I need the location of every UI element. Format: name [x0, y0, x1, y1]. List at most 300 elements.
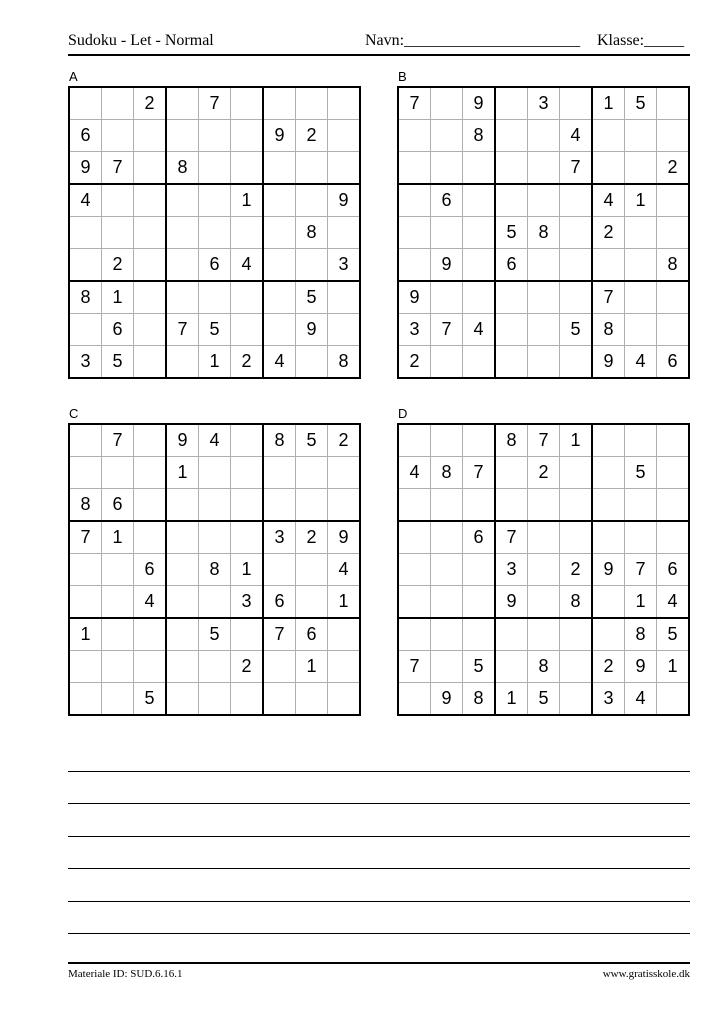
sudoku-cell: 9: [328, 521, 361, 554]
grid-row: [69, 314, 360, 346]
sudoku-cell: [431, 217, 463, 249]
sudoku-cell: [431, 489, 463, 522]
sudoku-cell: [263, 457, 296, 489]
sudoku-cell: [398, 683, 431, 716]
sudoku-cell: [134, 457, 167, 489]
sudoku-cell: [560, 457, 593, 489]
sudoku-cell: [463, 184, 496, 217]
sudoku-grid-a: [68, 86, 361, 379]
grid-row: [69, 521, 360, 554]
sudoku-cell: [463, 281, 496, 314]
sudoku-cell: 5: [463, 651, 496, 683]
sudoku-cell: [328, 217, 361, 249]
grid-row: [69, 457, 360, 489]
sudoku-cell: 7: [398, 87, 431, 120]
sudoku-cell: 9: [431, 683, 463, 716]
sudoku-cell: 2: [296, 521, 328, 554]
sudoku-cell: [431, 346, 463, 379]
grid-row: [398, 651, 689, 683]
sudoku-cell: 7: [199, 87, 231, 120]
sudoku-cell: [463, 618, 496, 651]
sudoku-cell: [657, 521, 690, 554]
sudoku-cell: [166, 651, 199, 683]
sudoku-cell: [431, 424, 463, 457]
grid-row: [398, 346, 689, 379]
puzzle-b-label: B: [398, 69, 407, 84]
sudoku-cell: [69, 586, 102, 619]
sudoku-cell: [657, 314, 690, 346]
sudoku-cell: 3: [592, 683, 625, 716]
sudoku-cell: 9: [463, 87, 496, 120]
sudoku-cell: 1: [199, 346, 231, 379]
sudoku-cell: 6: [463, 521, 496, 554]
grid-row: [398, 618, 689, 651]
sudoku-cell: [166, 120, 199, 152]
sudoku-grid-d: [397, 423, 690, 716]
sudoku-cell: [463, 346, 496, 379]
sudoku-cell: [560, 87, 593, 120]
sudoku-cell: 2: [231, 651, 264, 683]
sudoku-cell: 4: [592, 184, 625, 217]
sudoku-cell: [102, 120, 134, 152]
sudoku-cell: [328, 618, 361, 651]
sudoku-cell: [296, 184, 328, 217]
sudoku-cell: 1: [231, 184, 264, 217]
sudoku-cell: [166, 217, 199, 249]
sudoku-cell: 4: [134, 586, 167, 619]
grid-row: [398, 521, 689, 554]
sudoku-cell: 5: [528, 683, 560, 716]
sudoku-cell: [199, 521, 231, 554]
sudoku-cell: [134, 651, 167, 683]
sudoku-cell: 2: [328, 424, 361, 457]
sudoku-cell: [495, 87, 528, 120]
sudoku-cell: [166, 586, 199, 619]
grid-row: [69, 281, 360, 314]
sudoku-cell: 6: [134, 554, 167, 586]
grid-row: [398, 457, 689, 489]
sudoku-cell: [102, 586, 134, 619]
sudoku-cell: 4: [328, 554, 361, 586]
sudoku-cell: 8: [463, 683, 496, 716]
sudoku-cell: [296, 683, 328, 716]
sudoku-cell: [398, 489, 431, 522]
puzzle-a-label: A: [69, 69, 78, 84]
sudoku-cell: [592, 424, 625, 457]
sudoku-cell: 7: [592, 281, 625, 314]
sudoku-cell: [657, 184, 690, 217]
grid-row: [69, 217, 360, 249]
puzzle-d-label: D: [398, 406, 408, 421]
sudoku-cell: [398, 554, 431, 586]
sudoku-cell: 1: [102, 281, 134, 314]
sudoku-cell: [431, 554, 463, 586]
sudoku-cell: 5: [199, 314, 231, 346]
sudoku-cell: [328, 683, 361, 716]
sudoku-cell: 3: [398, 314, 431, 346]
sudoku-cell: 3: [231, 586, 264, 619]
grid-row: [69, 87, 360, 120]
sudoku-cell: 8: [592, 314, 625, 346]
sudoku-cell: 4: [69, 184, 102, 217]
sudoku-cell: [625, 281, 657, 314]
sudoku-cell: [328, 457, 361, 489]
sudoku-cell: 1: [296, 651, 328, 683]
sudoku-cell: [166, 249, 199, 282]
writing-line: [68, 901, 690, 902]
sudoku-cell: [263, 217, 296, 249]
sudoku-cell: [463, 554, 496, 586]
writing-line: [68, 868, 690, 869]
sudoku-cell: 2: [528, 457, 560, 489]
sudoku-cell: [463, 489, 496, 522]
footer-rule: [68, 962, 690, 964]
sudoku-cell: 8: [560, 586, 593, 619]
sudoku-cell: 9: [263, 120, 296, 152]
sudoku-cell: [166, 521, 199, 554]
sudoku-cell: [528, 521, 560, 554]
sudoku-cell: [263, 489, 296, 522]
sudoku-cell: [134, 217, 167, 249]
sudoku-cell: 1: [328, 586, 361, 619]
sudoku-cell: 7: [625, 554, 657, 586]
sudoku-cell: [231, 152, 264, 185]
sudoku-cell: [231, 120, 264, 152]
sudoku-cell: 8: [69, 489, 102, 522]
sudoku-cell: [398, 152, 431, 185]
sudoku-cell: [69, 683, 102, 716]
sudoku-cell: [431, 586, 463, 619]
sudoku-cell: [328, 120, 361, 152]
sudoku-cell: 6: [199, 249, 231, 282]
sudoku-cell: 5: [625, 457, 657, 489]
sudoku-cell: 8: [431, 457, 463, 489]
sudoku-cell: [398, 424, 431, 457]
sudoku-cell: [199, 120, 231, 152]
sudoku-cell: 8: [328, 346, 361, 379]
sudoku-cell: [231, 424, 264, 457]
sudoku-cell: 6: [69, 120, 102, 152]
sudoku-cell: [398, 184, 431, 217]
sudoku-cell: [495, 457, 528, 489]
sudoku-cell: 4: [231, 249, 264, 282]
sudoku-cell: [657, 424, 690, 457]
sudoku-cell: [398, 120, 431, 152]
sudoku-cell: 2: [560, 554, 593, 586]
sudoku-cell: 7: [166, 314, 199, 346]
sudoku-cell: [528, 489, 560, 522]
grid-row: [69, 586, 360, 619]
sudoku-cell: 9: [328, 184, 361, 217]
sudoku-cell: [102, 554, 134, 586]
sudoku-cell: [328, 152, 361, 185]
sudoku-cell: [328, 489, 361, 522]
sudoku-cell: 4: [657, 586, 690, 619]
sudoku-cell: [625, 489, 657, 522]
sudoku-cell: [231, 281, 264, 314]
sudoku-grid-c: [68, 423, 361, 716]
sudoku-cell: 3: [528, 87, 560, 120]
sudoku-cell: [657, 489, 690, 522]
sudoku-cell: [199, 217, 231, 249]
sudoku-cell: [463, 586, 496, 619]
sudoku-cell: [431, 152, 463, 185]
sudoku-cell: [166, 683, 199, 716]
writing-line: [68, 803, 690, 804]
grid-row: [398, 217, 689, 249]
sudoku-cell: 2: [592, 651, 625, 683]
sudoku-cell: 5: [625, 87, 657, 120]
sudoku-cell: [398, 586, 431, 619]
sudoku-cell: 7: [398, 651, 431, 683]
sudoku-cell: 1: [495, 683, 528, 716]
sudoku-cell: [102, 184, 134, 217]
sudoku-cell: 9: [166, 424, 199, 457]
grid-row: [398, 281, 689, 314]
sudoku-cell: [328, 281, 361, 314]
sudoku-cell: 8: [199, 554, 231, 586]
sudoku-cell: [495, 651, 528, 683]
sudoku-cell: 8: [463, 120, 496, 152]
sudoku-cell: [560, 521, 593, 554]
sudoku-cell: [495, 489, 528, 522]
sudoku-cell: [431, 521, 463, 554]
grid-row: [398, 314, 689, 346]
sudoku-cell: [625, 521, 657, 554]
grid-row: [69, 683, 360, 716]
sudoku-cell: 1: [657, 651, 690, 683]
sudoku-cell: [134, 281, 167, 314]
grid-row: [398, 424, 689, 457]
sudoku-cell: 4: [463, 314, 496, 346]
sudoku-cell: [263, 554, 296, 586]
grid-row: [69, 424, 360, 457]
sudoku-cell: 5: [495, 217, 528, 249]
sudoku-cell: [463, 249, 496, 282]
sudoku-cell: [263, 184, 296, 217]
sudoku-cell: [102, 683, 134, 716]
grid-row: [69, 249, 360, 282]
sudoku-cell: [199, 586, 231, 619]
sudoku-cell: 7: [528, 424, 560, 457]
sudoku-cell: 2: [592, 217, 625, 249]
grid-row: [69, 346, 360, 379]
sudoku-cell: 8: [166, 152, 199, 185]
sudoku-cell: [431, 87, 463, 120]
sudoku-cell: [199, 489, 231, 522]
grid-row: [69, 651, 360, 683]
sudoku-cell: [657, 87, 690, 120]
sudoku-cell: [657, 281, 690, 314]
sudoku-cell: [560, 683, 593, 716]
sudoku-cell: [296, 87, 328, 120]
grid-row: [398, 554, 689, 586]
sudoku-cell: 6: [102, 489, 134, 522]
sudoku-cell: 9: [592, 346, 625, 379]
sudoku-cell: [263, 281, 296, 314]
sudoku-cell: [263, 87, 296, 120]
sudoku-cell: 6: [263, 586, 296, 619]
sudoku-cell: [231, 489, 264, 522]
sudoku-cell: 4: [263, 346, 296, 379]
sudoku-cell: [528, 618, 560, 651]
sudoku-cell: [134, 152, 167, 185]
sudoku-cell: 4: [398, 457, 431, 489]
sudoku-cell: [69, 457, 102, 489]
sudoku-cell: [69, 424, 102, 457]
material-id: Materiale ID: SUD.6.16.1: [68, 968, 183, 980]
sudoku-cell: [463, 424, 496, 457]
sudoku-cell: [398, 249, 431, 282]
sudoku-cell: [528, 586, 560, 619]
sudoku-cell: [560, 651, 593, 683]
sudoku-cell: 4: [625, 683, 657, 716]
sudoku-cell: [398, 618, 431, 651]
writing-line: [68, 836, 690, 837]
sudoku-cell: [102, 217, 134, 249]
sudoku-cell: [495, 618, 528, 651]
sudoku-cell: 8: [528, 217, 560, 249]
sudoku-cell: [134, 346, 167, 379]
sudoku-cell: 2: [296, 120, 328, 152]
worksheet-title: Sudoku - Let - Normal: [68, 32, 214, 49]
sudoku-cell: [495, 346, 528, 379]
sudoku-cell: [592, 618, 625, 651]
sudoku-cell: [296, 586, 328, 619]
sudoku-cell: 6: [657, 346, 690, 379]
sudoku-cell: [199, 152, 231, 185]
sudoku-cell: [528, 152, 560, 185]
sudoku-cell: [592, 489, 625, 522]
sudoku-cell: 1: [625, 586, 657, 619]
grid-row: [398, 249, 689, 282]
sudoku-cell: 6: [102, 314, 134, 346]
sudoku-cell: [166, 346, 199, 379]
sudoku-cell: 6: [296, 618, 328, 651]
sudoku-cell: [231, 314, 264, 346]
grid-row: [398, 87, 689, 120]
sudoku-cell: [69, 87, 102, 120]
grid-row: [398, 683, 689, 716]
sudoku-cell: 7: [463, 457, 496, 489]
sudoku-cell: [431, 120, 463, 152]
sudoku-cell: [625, 152, 657, 185]
sudoku-cell: [166, 87, 199, 120]
sudoku-cell: [463, 152, 496, 185]
grid-row: [69, 618, 360, 651]
sudoku-cell: 8: [69, 281, 102, 314]
sudoku-cell: 6: [657, 554, 690, 586]
sudoku-cell: [560, 249, 593, 282]
grid-row: [69, 554, 360, 586]
sudoku-cell: 1: [592, 87, 625, 120]
sudoku-cell: 2: [102, 249, 134, 282]
class-field: Klasse:_____: [597, 32, 685, 49]
sudoku-cell: [231, 87, 264, 120]
sudoku-cell: [592, 249, 625, 282]
grid-row: [69, 152, 360, 185]
sudoku-cell: [328, 314, 361, 346]
sudoku-cell: [102, 457, 134, 489]
sudoku-cell: [528, 281, 560, 314]
sudoku-cell: [231, 521, 264, 554]
sudoku-cell: 5: [134, 683, 167, 716]
sudoku-cell: [69, 314, 102, 346]
sudoku-cell: [231, 683, 264, 716]
sudoku-cell: 1: [560, 424, 593, 457]
sudoku-cell: 5: [102, 346, 134, 379]
sudoku-cell: 5: [199, 618, 231, 651]
sudoku-cell: [134, 120, 167, 152]
sudoku-cell: 7: [263, 618, 296, 651]
sudoku-cell: [263, 152, 296, 185]
sudoku-cell: [592, 521, 625, 554]
sudoku-cell: 3: [69, 346, 102, 379]
sudoku-cell: [296, 152, 328, 185]
sudoku-cell: [69, 249, 102, 282]
worksheet-header: [68, 32, 690, 54]
sudoku-cell: 4: [199, 424, 231, 457]
sudoku-cell: [199, 651, 231, 683]
sudoku-cell: [528, 184, 560, 217]
sudoku-cell: [463, 217, 496, 249]
sudoku-cell: 8: [625, 618, 657, 651]
sudoku-cell: [199, 457, 231, 489]
sudoku-cell: [528, 346, 560, 379]
sudoku-cell: [166, 618, 199, 651]
sudoku-cell: [592, 586, 625, 619]
sudoku-cell: [495, 281, 528, 314]
sudoku-cell: [625, 217, 657, 249]
sudoku-cell: 8: [263, 424, 296, 457]
grid-row: [398, 184, 689, 217]
grid-row: [69, 120, 360, 152]
sudoku-cell: [134, 184, 167, 217]
grid-row: [398, 489, 689, 522]
sudoku-cell: 2: [398, 346, 431, 379]
sudoku-cell: 9: [431, 249, 463, 282]
sudoku-cell: [657, 120, 690, 152]
sudoku-cell: 9: [296, 314, 328, 346]
sudoku-cell: [495, 314, 528, 346]
sudoku-cell: [134, 489, 167, 522]
sudoku-cell: [625, 120, 657, 152]
grid-row: [69, 184, 360, 217]
sudoku-cell: [657, 217, 690, 249]
sudoku-cell: [231, 618, 264, 651]
sudoku-cell: 1: [166, 457, 199, 489]
sudoku-cell: 5: [296, 424, 328, 457]
header-rule: [68, 54, 690, 56]
name-field: Navn:______________________: [365, 32, 581, 49]
sudoku-cell: [560, 346, 593, 379]
sudoku-cell: 9: [592, 554, 625, 586]
grid-row: [398, 120, 689, 152]
sudoku-cell: 3: [495, 554, 528, 586]
sudoku-cell: [657, 457, 690, 489]
sudoku-cell: [328, 87, 361, 120]
sudoku-cell: [296, 346, 328, 379]
sudoku-cell: [199, 184, 231, 217]
sudoku-cell: [134, 314, 167, 346]
sudoku-cell: 6: [495, 249, 528, 282]
sudoku-cell: [231, 457, 264, 489]
sudoku-cell: [592, 457, 625, 489]
website-credit: www.gratisskole.dk: [602, 968, 690, 980]
sudoku-cell: [657, 683, 690, 716]
sudoku-cell: [431, 281, 463, 314]
sudoku-cell: [263, 314, 296, 346]
